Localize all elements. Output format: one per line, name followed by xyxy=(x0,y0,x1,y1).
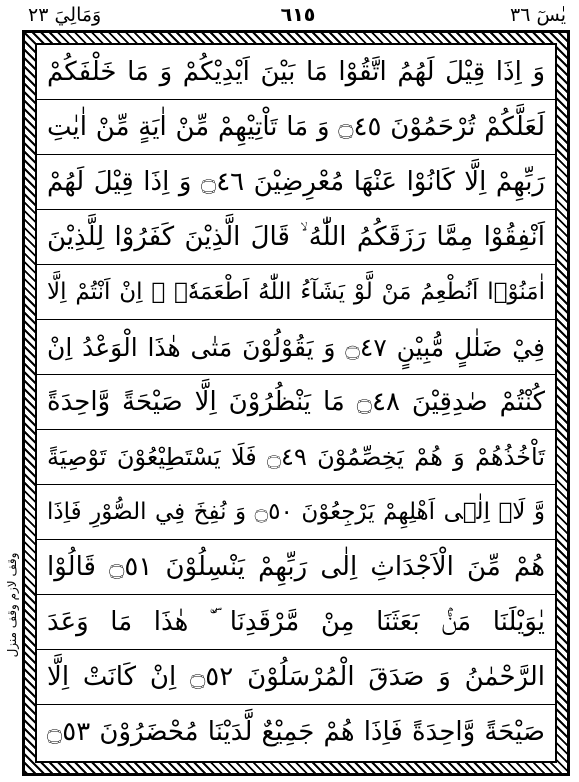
surah-label: يٰسٓ ٣٦ xyxy=(510,4,566,26)
verse-line-7: كُنْتُمْ صٰدِقِيْنَ ۝٤٨ مَا يَنْظُرُوْنَ اِلَّا صَيْحَةً وَّاحِدَةً xyxy=(37,375,555,430)
margin-note-text: وقف لازم وقف منزل xyxy=(5,552,19,658)
verse-line-11: يٰوَيْلَنَا مَنْۢ بَعَثَنَا مِنْ مَّرْقَدِنَا ۜٚ هٰذَا مَا وَعَدَ xyxy=(37,595,555,650)
juz-label: وَمَالِيَ ٢٣ xyxy=(28,4,102,26)
verse-line-9: وَّ لَاۤ اِلٰۤى اَهْلِهِمْ يَرْجِعُوْنَ ۝٥٠ وَ نُفِخَ فِي الصُّوْرِ فَاِذَا xyxy=(37,485,555,540)
verse-line-2: لَعَلَّكُمْ تُرْحَمُوْنَ ۝٤٥ وَ مَا تَاْتِيْهِمْ مِّنْ اٰيَةٍ مِّنْ اٰيٰتِ xyxy=(37,100,555,155)
verse-line-6: فِيْ ضَلٰلٍ مُّبِيْنٍ ۝٤٧ وَ يَقُوْلُوْنَ مَتٰى هٰذَا الْوَعْدُ اِنْ xyxy=(37,320,555,375)
page-number: ٦١٥ xyxy=(280,4,316,26)
margin-note xyxy=(0,440,24,770)
verse-line-5: اٰمَنُوْۤا اَنُطْعِمُ مَنْ لَّوْ يَشَآءُ اللّٰهُ اَطْعَمَهٗۤ ۖ اِنْ اَنْتُمْ اِلَّا xyxy=(37,265,555,320)
verse-line-3: رَبِّهِمْ اِلَّا كَانُوْا عَنْهَا مُعْرِضِيْنَ ۝٤٦ وَ اِذَا قِيْلَ لَهُمْ xyxy=(37,155,555,210)
verse-line-1: وَ اِذَا قِيْلَ لَهُمُ اتَّقُوْا مَا بَيْنَ اَيْدِيْكُمْ وَ مَا خَلْفَكُمْ xyxy=(37,45,555,100)
page-header xyxy=(22,0,574,30)
verse-line-13: صَيْحَةً وَّاحِدَةً فَاِذَا هُمْ جَمِيْعٌ لَّدَيْنَا مُحْضَرُوْنَ ۝٥٣ xyxy=(47,717,545,747)
verse-line-12: الرَّحْمٰنُ وَ صَدَقَ الْمُرْسَلُوْنَ ۝٥٢ اِنْ كَانَتْ اِلَّا xyxy=(37,650,555,705)
verse-line-8: تَاْخُذُهُمْ وَ هُمْ يَخِصِّمُوْنَ ۝٤٩ فَلَا يَسْتَطِيْعُوْنَ تَوْصِيَةً xyxy=(37,430,555,485)
verse-lines xyxy=(37,45,555,761)
verse-line-4: اَنْفِقُوْا مِمَّا رَزَقَكُمُ اللّٰهُ ۙ قَالَ الَّذِيْنَ كَفَرُوْا لِلَّذِيْنَ xyxy=(37,210,555,265)
verse-line-10: هُمْ مِّنَ الْاَجْدَاثِ اِلٰى رَبِّهِمْ يَنْسِلُوْنَ ۝٥١ قَالُوْا xyxy=(37,540,555,595)
text-panel xyxy=(35,43,557,763)
